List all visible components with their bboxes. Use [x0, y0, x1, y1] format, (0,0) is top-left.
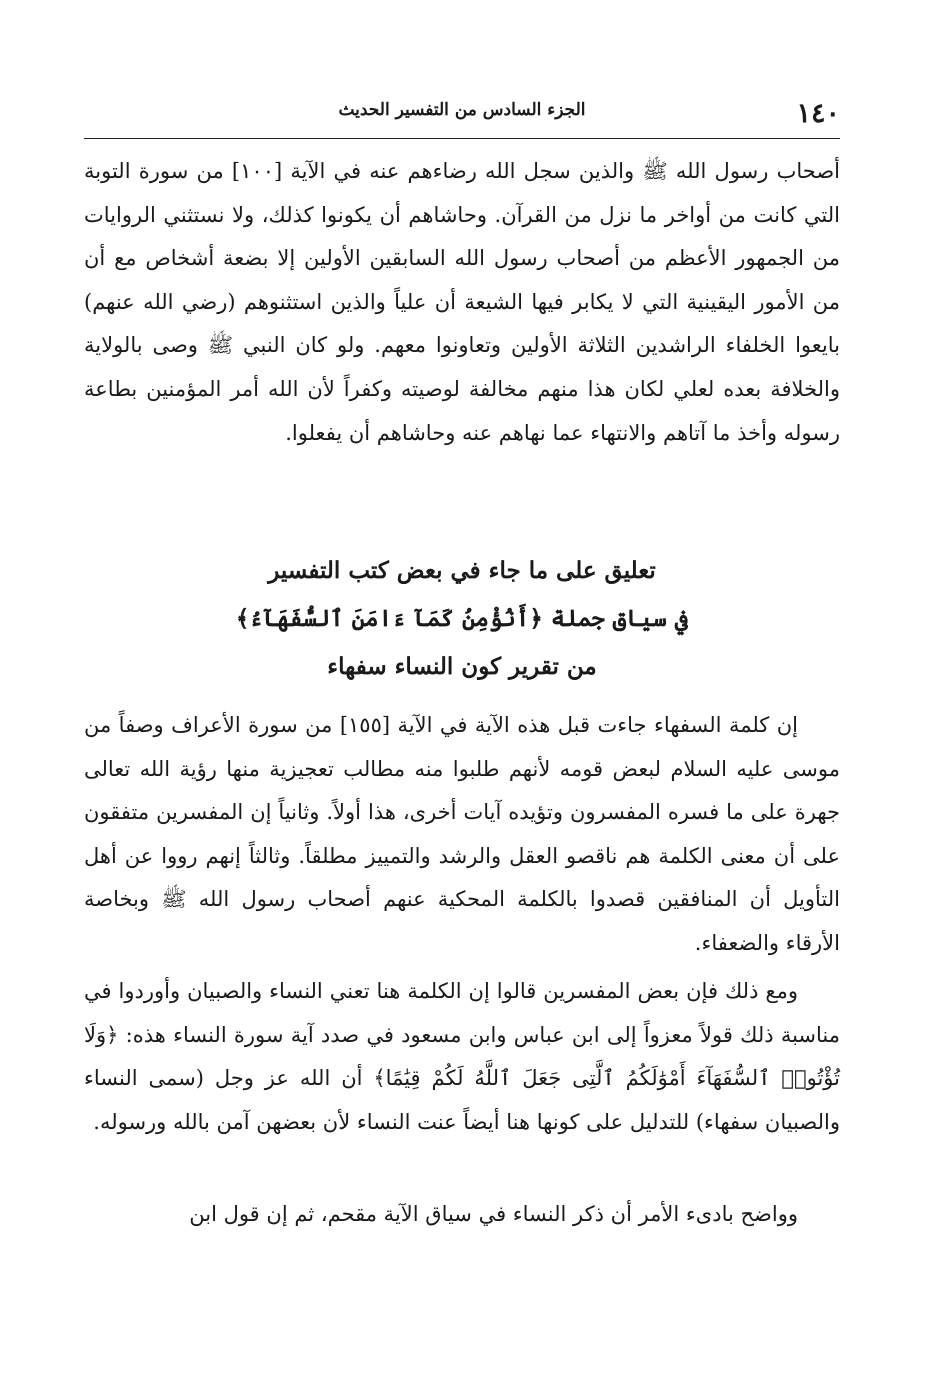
page-number: ١٤٠: [796, 98, 840, 129]
page-header: [84, 96, 840, 136]
running-title: الجزء السادس من التفسير الحديث: [338, 100, 586, 120]
section-paragraph-3: وواضح بادىء الأمر أن ذكر النساء في سياق الآية مقحم، ثم إن قول ابن: [189, 1202, 798, 1226]
body-paragraph-1: أصحاب رسول الله ﷺ والذين سجل الله رضاءهم عنه في الآية [١٠٠] من سورة التوبة التي كانت من أواخر ما نزل من القرآن. وحاشاهم أن يكونوا كذلك، ولا نستثني الروايات من الجمهور الأعظم من أصحاب رسول الله السابقين الأولين إلا بضعة أشخاص مع أن من الأمور اليقينية التي لا يكابر فيها الشيعة أن علياً والذين استثنوهم (رضي الله عنهم) بايعوا الخلفاء الراشدين الثلاثة الأولين وتعاونوا معهم. ولو كان النبي ﷺ وصى بالولاية والخلافة بعده لعلي لكان هذا منهم مخالفة لوصيته وكفراً لأن الله أمر المؤمنين بطاعة رسوله وأخذ ما آتاهم والانتهاء عما نهاهم عنه وحاشاهم أن يفعلوا.: [84, 159, 840, 445]
section-heading-line-2: في سياق جملة ﴿أَنُؤْمِنُ كَمَآ ءَامَنَ ٱلسُّفَهَآءُ﴾: [235, 605, 689, 632]
section-paragraph-1: إن كلمة السفهاء جاءت قبل هذه الآية في الآية [١٥٥] من سورة الأعراف وصفاً من موسى عليه السلام لبعض قومه لأنهم طلبوا منه مطالب تعجيزية منها رؤية الله تعالى جهرة على ما فسره المفسرون وتؤيده آيات أخرى، هذا أولاً. وثانياً إن المفسرين متفقون على أن معنى الكلمة هم ناقصو العقل والرشد والتمييز مطلقاً. وثالثاً إنهم رووا عن أهل التأويل أن المنافقين قصدوا بالكلمة المحكية عنهم أصحاب رسول الله ﷺ وبخاصة الأرقاء والضعفاء.: [84, 713, 840, 955]
section-paragraph-2: ومع ذلك فإن بعض المفسرين قالوا إن الكلمة هنا تعني النساء والصبيان وأوردوا في مناسبة ذلك قولاً معزواً إلى ابن عباس وابن مسعود في صدد آية سورة النساء هذه: ﴿وَلَا تُؤْتُوا۟ ٱلسُّفَهَآءَ أَمْوَٰلَكُمُ ٱلَّتِى جَعَلَ ٱللَّهُ لَكُمْ قِيَٰمًا﴾ أن الله عز وجل (سمى النساء والصبيان سفهاء) للتدليل على كونها هنا أيضاً عنت النساء لأن بعضهن آمن بالله ورسوله.: [84, 979, 840, 1134]
section-heading-line-3: من تقرير كون النساء سفهاء: [327, 653, 597, 680]
header-divider: [84, 138, 840, 139]
section-heading-line-1: تعليق على ما جاء في بعض كتب التفسير: [268, 557, 656, 584]
